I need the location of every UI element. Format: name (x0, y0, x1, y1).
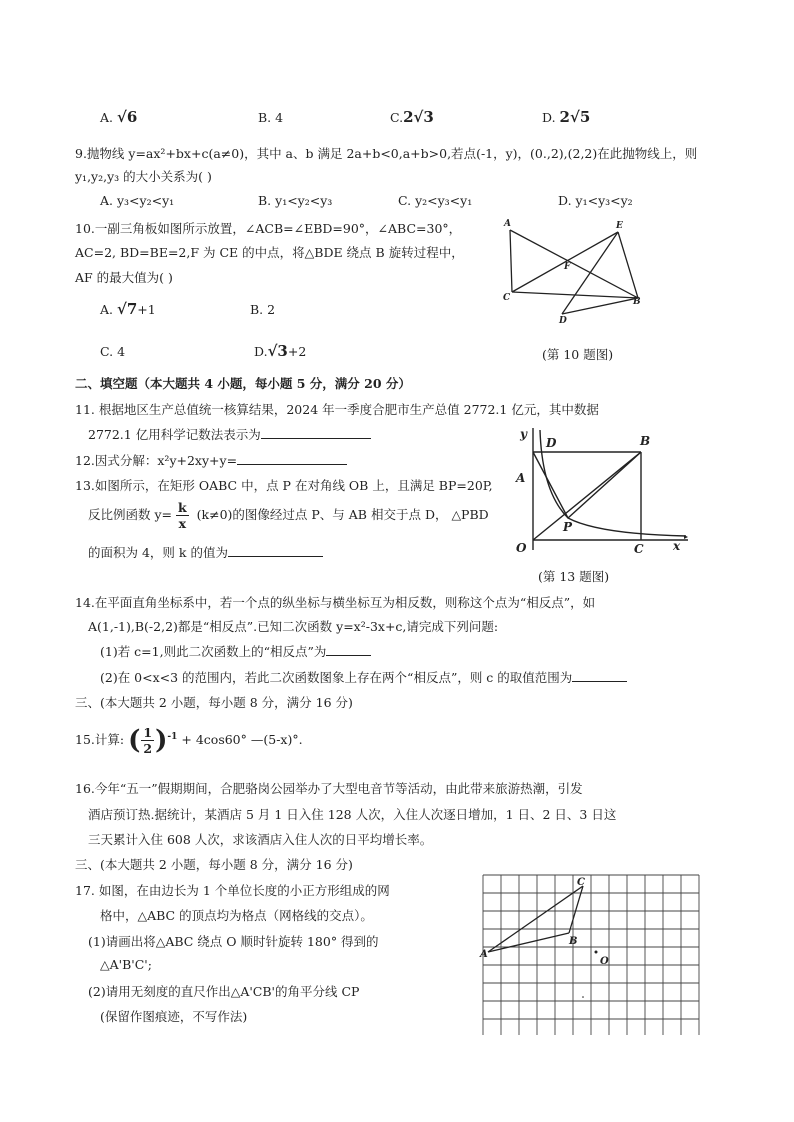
q13-caption: (第 13 题图) (538, 569, 610, 584)
q9-stem-line1: 9.抛物线 y=ax²+bx+c(a≠0)，其中 a、b 满足 2a+b<0,a+b>0,若点(-1，y)，(0.,2),(2,2)在此抛物线上，则 (75, 146, 698, 161)
q17-part1: (1)请画出将△ABC 绕点 O 顺时针旋转 180° 得到的 (88, 934, 379, 949)
q13-label-x: x (673, 539, 681, 553)
q12-stem: 12.因式分解：x²y+2xy+y= (75, 451, 347, 469)
q17-part2-cont: (保留作图痕迹，不写作法) (100, 1009, 248, 1024)
q10-label-f: F (564, 262, 571, 272)
q9-stem-line2: y₁,y₂,y₃ 的大小关系为( ) (75, 169, 212, 184)
q10-label-b: B (633, 297, 641, 307)
q10-option-a: A. √7+1 (100, 300, 156, 318)
q15-fraction: $\frac{1}{2}$ (143, 725, 153, 756)
q14-part1: (1)若 c=1,则此二次函数上的“相反点”为 (100, 642, 371, 660)
q16-stem-line1: 16.今年“五一”假期期间，合肥骆岗公园举办了大型电音节等活动，由此带来旅游热潮，引发 (75, 781, 583, 796)
q13-label-b: B (640, 434, 651, 448)
q8-option-c: C.2√3 (390, 108, 434, 126)
q8-option-d: D. 2√5 (542, 108, 591, 126)
q9-option-d: D. y₁<y₃<y₂ (558, 193, 633, 208)
q14-stem-line2: A(1,-1),B(-2,2)都是“相反点”.已知二次函数 y=x²-3x+c,请完成下列问题: (88, 619, 499, 634)
q13-figure (508, 422, 693, 557)
q14-part2-blank[interactable] (572, 669, 627, 682)
q13-label-o: O (516, 541, 527, 555)
q8-option-b: B. 4 (258, 110, 284, 125)
q9-option-a: A. y₃<y₂<y₁ (100, 193, 175, 208)
q10-label-e: E (616, 221, 623, 231)
q17-stem-line1: 17. 如图，在由边长为 1 个单位长度的小正方形组成的网 (75, 883, 390, 898)
q10-option-d: D.√3+2 (254, 342, 307, 360)
q10-stem-line3: AF 的最大值为( ) (75, 270, 173, 285)
q13-stem-line3: 的面积为 4，则 k 的值为 (88, 543, 323, 561)
q13-label-p: P (563, 520, 573, 534)
q17-stem-line2: 格中，△ABC 的顶点均为格点（网格线的交点）。 (100, 908, 373, 923)
q10-label-d: D (559, 316, 567, 326)
q9-option-b: B. y₁<y₂<y₃ (258, 193, 333, 208)
q17-grid-figure (478, 870, 718, 1035)
q13-fraction: $\frac{k}{x}$ (178, 500, 187, 531)
q17-grid-lines (483, 875, 699, 1035)
q13-label-a: A (516, 471, 526, 485)
q16-stem-line2: 酒店预订热.据统计，某酒店 5 月 1 日入住 128 人次，入住人次逐日增加，1 日、2 日、3 日这 (88, 807, 617, 822)
q13-stem-line2: 反比例函数 y= $\frac{k}{x}$ (k≠0)的图像经过点 P、与 AB 相交于点 D， △PBD (88, 500, 489, 531)
q10-stem-line2: AC=2, BD=BE=2,F 为 CE 的中点，将△BDE 绕点 B 旋转过程中， (75, 245, 464, 260)
q11-stem-line2: 2772.1 亿用科学记数法表示为 (88, 425, 371, 443)
q10-label-a: A (504, 219, 511, 229)
q17-label-c: C (577, 877, 585, 888)
q8-option-a: A. √6 (100, 108, 138, 126)
q10-caption: (第 10 题图) (542, 347, 614, 362)
q13-label-c: C (634, 542, 644, 556)
q13-label-y: y (520, 427, 527, 441)
q14-part1-blank[interactable] (326, 643, 371, 656)
q17-part1-cont: △A'B'C'; (100, 957, 152, 972)
q10-option-c: C. 4 (100, 344, 126, 359)
q16-stem-line3: 三天累计入住 608 人次，求该酒店入住人次的日平均增长率。 (88, 832, 433, 847)
q15-expression: 15.计算: ( $\frac{1}{2}$ )$^{-1}$ + 4cos60° —(5-x)°. (75, 725, 303, 756)
q9-option-c: C. y₂<y₃<y₁ (398, 193, 473, 208)
q13-label-d: D (546, 436, 557, 450)
q17-part2: (2)请用无刻度的直尺作出△A'CB'的角平分线 CP (88, 984, 360, 999)
q10-option-b: B. 2 (250, 302, 276, 317)
q11-answer-blank[interactable] (261, 426, 371, 439)
section-3b-heading: 三、(本大题共 2 小题，每小题 8 分，满分 16 分) (75, 857, 353, 872)
q11-stem-line1: 11. 根据地区生产总值统一核算结果，2024 年一季度合肥市生产总值 2772.1 亿元，其中数据 (75, 402, 599, 417)
q17-label-o: O (600, 956, 609, 967)
q17-label-a: A (480, 949, 488, 960)
q10-label-c: C (503, 293, 511, 303)
q13-stem-line1: 13.如图所示，在矩形 OABC 中，点 P 在对角线 OB 上，且满足 BP=20P, (75, 478, 493, 493)
q10-stem-line1: 10.一副三角板如图所示放置，∠ACB=∠EBD=90°，∠ABC=30°， (75, 221, 462, 236)
q10-figure (490, 212, 660, 327)
section-2-heading: 二、填空题（本大题共 4 小题，每小题 5 分，满分 20 分） (75, 376, 411, 391)
section-3a-heading: 三、(本大题共 2 小题，每小题 8 分，满分 16 分) (75, 695, 353, 710)
q17-label-b: B (569, 936, 578, 947)
q12-answer-blank[interactable] (237, 452, 347, 465)
q14-stem-line1: 14.在平面直角坐标系中，若一个点的纵坐标与横坐标互为相反数，则称这个点为“相反点”，如 (75, 595, 596, 610)
q14-part2: (2)在 0<x<3 的范围内，若此二次函数图象上存在两个“相反点”，则 c 的取值范围为 (100, 668, 627, 686)
q13-answer-blank[interactable] (228, 544, 323, 557)
